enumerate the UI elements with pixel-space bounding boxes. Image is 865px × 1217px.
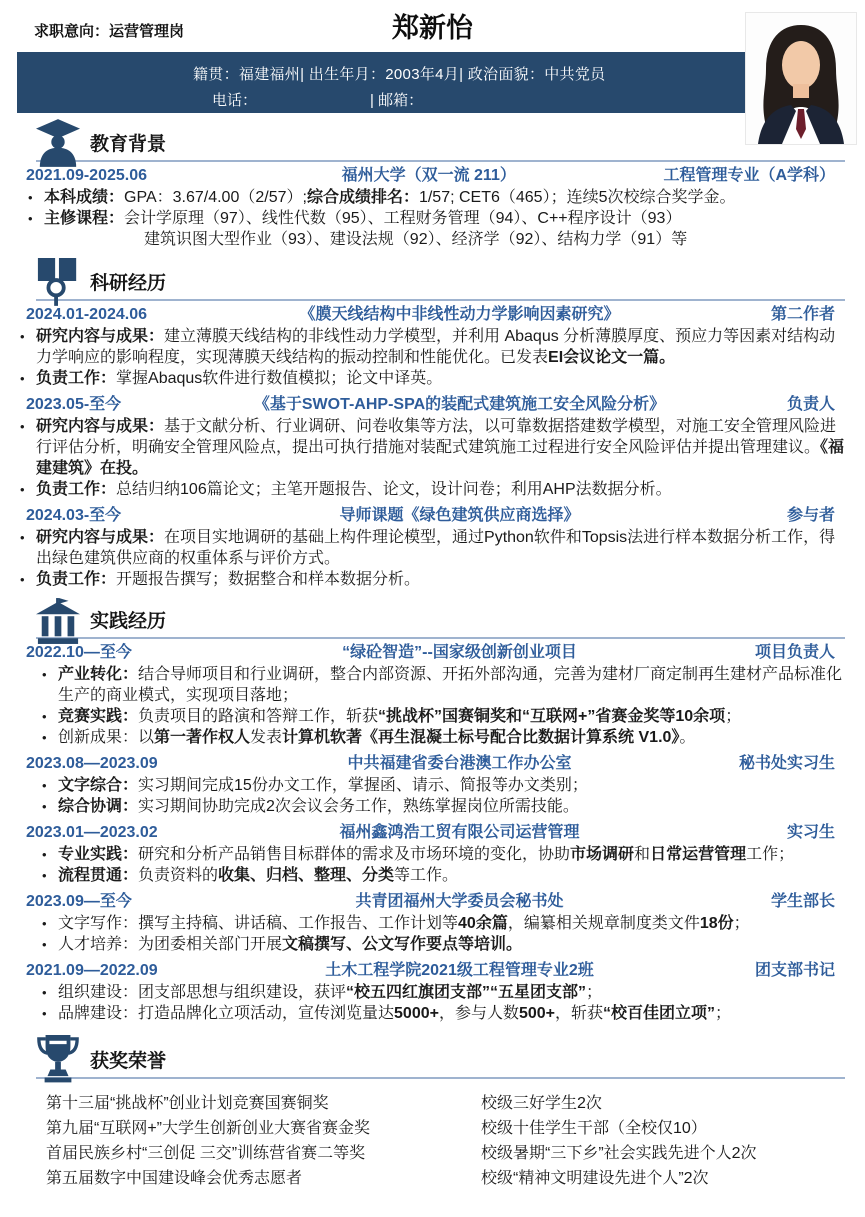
education-entries (20, 164, 845, 250)
research-entries (20, 303, 845, 590)
bullet-dot: • (28, 190, 33, 205)
entry-header (20, 821, 845, 844)
section-title: 教育背景 (90, 134, 167, 155)
experience-entry (20, 890, 845, 955)
text-run: 综合成绩排名： (306, 189, 419, 206)
entry-title: 共青团福州大学委员会秘书处 (355, 893, 564, 910)
bullet-text (58, 1003, 845, 1024)
text-run: 专业实践： (58, 846, 139, 863)
text-run: 计算机软著《再生混凝土标号配合比数据计算系统 V1.0》 (282, 729, 680, 746)
entry-title: 福州鑫鸿浩工贸有限公司运营管理 (339, 824, 580, 841)
text-run: 文稿撰写、公文写作要点等培训。 (282, 936, 523, 953)
award-item: 校级三好学生2次 (481, 1095, 602, 1112)
entry-title: 导师课题《绿色建筑供应商选择》 (339, 507, 580, 524)
entry-date: 2023.08—2023.09 (26, 755, 158, 772)
bullet-dot: • (20, 371, 25, 386)
experience-entry (20, 303, 845, 389)
entry-title: 《膜天线结构中非线性动力学影响因素研究》 (299, 306, 620, 323)
bullet-item (20, 775, 845, 796)
bullet-item (20, 326, 845, 368)
experience-entry (20, 821, 845, 886)
text-run: 总结归纳106篇论文；主笔开题报告、论文，设计问卷；利用AHP法数据分析。 (116, 481, 672, 498)
entry-role: 项目负责人 (754, 644, 835, 661)
entry-header (20, 641, 845, 664)
text-run: ； (715, 1005, 732, 1022)
pavilion-icon (36, 598, 80, 644)
text-run: 18份 (699, 915, 734, 932)
text-run: 日常运营管理 (650, 846, 747, 863)
entry-role: 团支部书记 (754, 962, 835, 979)
bullet-dot: • (42, 847, 47, 862)
bullet-text (58, 796, 845, 817)
experience-entry (20, 504, 845, 590)
bullet-text (36, 479, 845, 500)
bullet-text (36, 326, 845, 368)
bullet-item (20, 706, 845, 727)
entry-date: 2023.05-至今 (26, 396, 122, 413)
bullet-text (58, 913, 845, 934)
text-run: 组织建设：团支部思想与组织建设，获评 (58, 984, 347, 1001)
bullet-text (58, 727, 845, 748)
text-run: 40余篇 (458, 915, 508, 932)
entry-date: 2022.10—至今 (26, 644, 132, 661)
bullet-text (44, 187, 845, 208)
bullet-dot: • (42, 709, 47, 724)
bullet-text (44, 208, 845, 250)
text-run: ，编纂相关规章制度类文件 (507, 915, 700, 932)
text-run: 在项目实地调研的基础上构件理论模型，通过Python软件和Topsis法进行样本数据分析工作，得出绿色建筑供应商的权重体系与评价方式。 (36, 529, 836, 567)
entry-title: 《基于SWOT-AHP-SPA的装配式建筑施工安全风险分析》 (253, 396, 666, 413)
bullet-dot: • (20, 419, 25, 434)
bullet-item (20, 796, 845, 817)
bullet-item (20, 527, 845, 569)
text-run: 人才培养：为团委相关部门开展 (58, 936, 283, 953)
practice-entries (20, 641, 845, 1024)
text-run: 文字写作：撰写主持稿、讲话稿、工作报告、工作计划等 (58, 915, 459, 932)
award-item: 第十三届“挑战杯”创业计划竞赛国赛铜奖 (46, 1095, 329, 1112)
experience-entry (20, 752, 845, 817)
award-item: 校级暑期“三下乡”社会实践先进个人2次 (481, 1145, 757, 1162)
bullet-dot: • (42, 730, 47, 745)
entry-role: 实习生 (786, 824, 835, 841)
text-run: 500+ (518, 1005, 556, 1022)
bullet-text (36, 416, 845, 479)
bullet-text (58, 775, 845, 796)
text-run: 研究内容与成果： (36, 418, 165, 435)
entry-role: 秘书处实习生 (738, 755, 835, 772)
entry-header (20, 164, 845, 187)
entry-title: 中共福建省委台港澳工作办公室 (347, 755, 572, 772)
bullet-dot: • (20, 482, 25, 497)
text-run: 本科成绩： (44, 189, 125, 206)
bullet-item (20, 187, 845, 208)
text-run: “校五四红旗团支部”“五星团支部” (346, 984, 587, 1001)
bullet-item (20, 479, 845, 500)
bullet-text (36, 569, 845, 590)
text-run: 市场调研 (570, 846, 635, 863)
bullet-text (58, 706, 845, 727)
section-header-education (36, 119, 845, 162)
section-header-awards (36, 1032, 845, 1079)
bullet-dot: • (20, 572, 25, 587)
text-run: 实习期间协助完成2次会议会务工作，熟练掌握岗位所需技能。 (138, 798, 579, 815)
text-run: 建筑识图大型作业（93）、建设法规（92）、经济学（92）、结构力学（91）等 (144, 231, 688, 248)
text-run: 主修课程： (44, 210, 125, 227)
text-run: ，参与人数 (438, 1005, 519, 1022)
bullet-item (20, 934, 845, 955)
bullet-item (20, 664, 845, 706)
text-run: “校百佳团立项” (603, 1005, 716, 1022)
text-run: 收集、归档、整理、分类 (218, 867, 395, 884)
text-run: 研究内容与成果： (36, 328, 165, 345)
bullet-item (20, 1003, 845, 1024)
header (20, 10, 845, 48)
section-title: 获奖荣誉 (90, 1051, 167, 1072)
section-header-research (36, 256, 845, 301)
phone-label: 电话： (212, 92, 258, 109)
text-run: ，斩获 (555, 1005, 604, 1022)
experience-entry (20, 959, 845, 1024)
entry-title: 福州大学（双一流 211） (341, 167, 516, 184)
text-run: 建立薄膜天线结构的非线性动力学模型，并利用 Abaqus 分析薄膜厚度、预应力等因素对结构动力学响应的影响程度，实现薄膜天线结构的振动控制和性能优化。已发表 (36, 328, 836, 366)
text-run: “挑战杯”国赛铜奖和“互联网+”省赛金奖等10余项 (378, 708, 726, 725)
bullet-item (20, 569, 845, 590)
bullet-dot: • (20, 530, 25, 545)
entry-header (20, 303, 845, 326)
bullet-dot: • (42, 937, 47, 952)
text-run: 等工作。 (394, 867, 459, 884)
entry-role: 工程管理专业（A学科） (663, 167, 835, 184)
info-line2 (17, 84, 745, 110)
text-run: 流程贯通： (58, 867, 139, 884)
text-run: 掌握Abaqus软件进行数值模拟；论文中译英。 (116, 370, 443, 387)
text-run: 实习期间完成15份办文工作，掌握函、请示、简报等办文类别； (138, 777, 588, 794)
entry-role: 学生部长 (770, 893, 835, 910)
job-intention: 求职意向：运营管理岗 (34, 23, 185, 40)
bullet-item (20, 727, 845, 748)
bullet-dot: • (42, 778, 47, 793)
text-run: GPA：3.67/4.00（2/57）; (124, 189, 307, 206)
entry-role: 负责人 (786, 396, 835, 413)
text-run: 发表 (250, 729, 283, 746)
text-run: 竞赛实践： (58, 708, 139, 725)
bullet-item (20, 844, 845, 865)
section-title: 实践经历 (90, 611, 167, 632)
bullet-text (58, 934, 845, 955)
bullet-dot: • (28, 211, 33, 226)
award-item: 第五届数字中国建设峰会优秀志愿者 (46, 1170, 303, 1187)
text-run: 负责工作： (36, 481, 117, 498)
text-run: 综合协调： (58, 798, 139, 815)
id-photo-graphic (746, 13, 856, 144)
id-photo (745, 12, 857, 145)
text-run: 品牌建设：打造品牌化立项活动，宣传浏览量达 (58, 1005, 395, 1022)
bullet-item (20, 913, 845, 934)
bullet-text (58, 982, 845, 1003)
bullet-text (36, 368, 845, 389)
bullet-item (20, 208, 845, 250)
section-awards (20, 1032, 845, 1191)
section-research (20, 256, 845, 590)
awards-column-left (46, 1091, 481, 1191)
text-run: 会计学原理（97）、线性代数（95）、工程财务管理（94）、C++程序设计（93） (124, 210, 682, 227)
text-run: 《福建建筑》在投。 (36, 439, 845, 477)
bullet-dot: • (42, 667, 47, 682)
awards-column-right (481, 1091, 845, 1191)
entry-title: “绿砼智造”--国家级创新创业项目 (342, 644, 577, 661)
bullet-item (20, 982, 845, 1003)
entry-header (20, 393, 845, 416)
bullet-item (20, 865, 845, 886)
bullet-dot: • (42, 868, 47, 883)
experience-entry (20, 641, 845, 748)
text-run: ； (725, 708, 742, 725)
bullet-dot: • (20, 329, 25, 344)
info-line1: 籍贯：福建福州| 出生年月：2003年4月| 政治面貌：中共党员 (193, 66, 606, 83)
text-run: 1/57; CET6（465）；连续5次校综合奖学金。 (418, 189, 736, 206)
bullet-dot: • (42, 799, 47, 814)
candidate-name: 郑新怡 (392, 13, 473, 43)
experience-entry (20, 164, 845, 250)
text-run: 负责工作： (36, 370, 117, 387)
entry-date: 2023.09—至今 (26, 893, 132, 910)
entry-date: 2021.09—2022.09 (26, 962, 158, 979)
entry-title: 土木工程学院2021级工程管理专业2班 (325, 962, 594, 979)
entry-role: 第二作者 (770, 306, 835, 323)
awards-list (20, 1079, 845, 1191)
bullet-dot: • (42, 985, 47, 1000)
award-item: 校级十佳学生干部（全校仅10） (481, 1120, 707, 1137)
trophy-icon (36, 1032, 80, 1084)
text-run: 。 (679, 729, 696, 746)
section-education (20, 119, 845, 250)
text-run: EI会议论文一篇。 (548, 349, 676, 366)
section-title: 科研经历 (90, 273, 167, 294)
award-item: 首届民族乡村“三创促 三交”训练营省赛二等奖 (46, 1145, 366, 1162)
bullet-item (20, 416, 845, 479)
text-run: 研究和分析产品销售目标群体的需求及市场环境的变化，协助 (138, 846, 571, 863)
bullet-text (58, 865, 845, 886)
section-practice (20, 598, 845, 1024)
info-banner (17, 52, 745, 113)
award-item: 第九届“互联网+”大学生创新创业大赛省赛金奖 (46, 1120, 371, 1137)
bullet-dot: • (42, 1006, 47, 1021)
entry-date: 2021.09-2025.06 (26, 167, 147, 184)
entry-role: 参与者 (786, 507, 835, 524)
text-run: 基于文献分析、行业调研、问卷收集等方法，以可靠数据搭建数学模型，对施工安全管理风险进行评估分析，明确安全管理风险点，提出可执行措施对装配式建筑施工过程进行安全风险评估并提出管理建议。 (36, 418, 837, 456)
award-item: 校级“精神文明建设先进个人”2次 (481, 1170, 709, 1187)
text-run: ； (733, 915, 750, 932)
text-run: 文字综合： (58, 777, 139, 794)
text-run: 负责项目的路演和答辩工作，斩获 (138, 708, 379, 725)
text-run: 结合导师项目和行业调研，整合内部资源、开拓外部沟通，完善为建材厂商定制再生建材产品标准化生产的商业模式，实现项目落地； (58, 666, 843, 704)
entry-date: 2024.03-至今 (26, 507, 122, 524)
graduate-icon (36, 119, 80, 167)
text-run: 创新成果：以 (58, 729, 155, 746)
entry-header (20, 959, 845, 982)
entry-header (20, 752, 845, 775)
text-run: 负责工作： (36, 571, 117, 588)
entry-header (20, 890, 845, 913)
bullet-text (36, 527, 845, 569)
entry-date: 2024.01-2024.06 (26, 306, 147, 323)
email-label: | 邮箱： (370, 92, 424, 109)
entry-date: 2023.01—2023.02 (26, 824, 158, 841)
text-run: 研究内容与成果： (36, 529, 165, 546)
text-run: 第一著作权人 (154, 729, 251, 746)
section-header-practice (36, 598, 845, 639)
text-run: 和 (634, 846, 651, 863)
experience-entry (20, 393, 845, 500)
bullet-item (20, 368, 845, 389)
entry-header (20, 504, 845, 527)
text-run: 产业转化： (58, 666, 139, 683)
book-magnifier-icon (36, 256, 80, 306)
bullet-text (58, 844, 845, 865)
bullet-text (58, 664, 845, 706)
text-run: 开题报告撰写；数据整合和样本数据分析。 (116, 571, 421, 588)
text-run: 5000+ (394, 1005, 439, 1022)
text-run: 负责资料的 (138, 867, 219, 884)
text-run: 工作； (746, 846, 795, 863)
text-run: ； (586, 984, 603, 1001)
bullet-dot: • (42, 916, 47, 931)
